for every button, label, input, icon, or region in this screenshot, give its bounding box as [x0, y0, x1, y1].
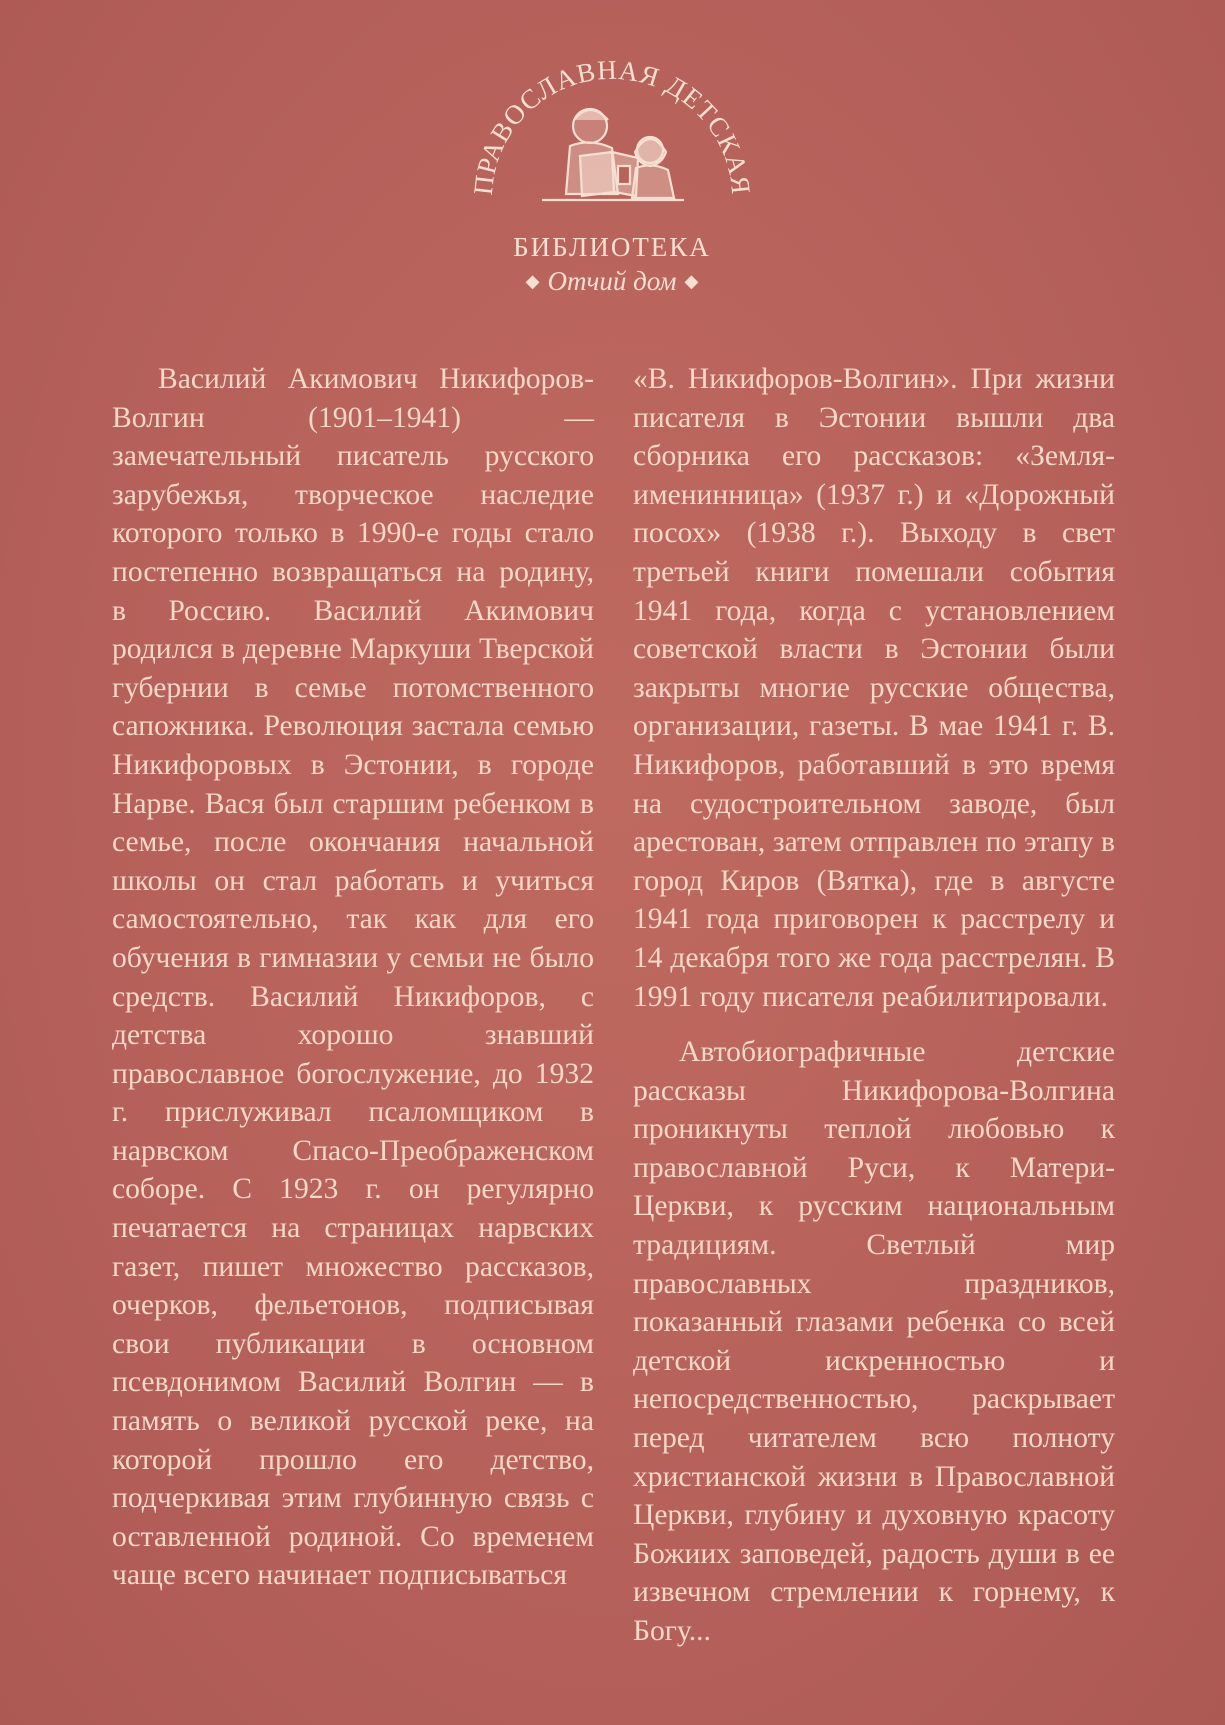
left-column: [112, 360, 594, 1595]
series-name: Отчий дом: [547, 266, 677, 296]
logo-library-label: БИБЛИОТЕКА: [513, 232, 711, 262]
stories-description-paragraph: Автобиографичные детские рассказы Никифорова-Волгина проникнуты теплой любовью к православной Руси, к Матери-Церкви, к русским национальным традициям. Светлый мир православных праздников, показанный глазами ребенка со всей детской искренностью и непосредственностью, раскрывает перед читателем всю полноту христианской жизни в Православной Церкви, глубину и духовную красоту Божиих заповедей, радость души в ее извечном стремлении к горнему, к Богу...: [633, 1036, 1115, 1647]
children-reading-book-icon: [542, 109, 684, 200]
series-logo: [462, 34, 762, 304]
logo-arc-text: ПРАВОСЛАВНАЯ ДЕТСКАЯ: [467, 54, 757, 197]
right-column: [633, 360, 1115, 1651]
biography-paragraph-continued: «В. Никифоров-Волгин». При жизни писателя в Эстонии вышли два сборника его рассказов: «Земля-именинница» (1937 г.) и «Дорожный посох» (1938 г.). Выходу в свет третьей книги помешали события 1941 года, когда с установлением советской власти в Эстонии были закрыты многие русские общества, организации, газеты. В мае 1941 г. В. Никифоров, работавший в это время на судостроительном заводе, был арестован, затем отправлен по этапу в город Киров (Вятка), где в августе 1941 года приговорен к расстрелу и 14 декабря того же года расстрелян. В 1991 году писателя реабилитировали.: [633, 363, 1115, 1013]
diamond-icon: ◆: [525, 271, 540, 291]
biography-paragraph-1: Василий Акимович Никифоров-Волгин (1901–1941) — замечательный писатель русского зарубежья, творческое наследие которого только в 1990-е годы стало постепенно возвращаться на родину, в Россию. Василий Акимович родился в деревне Маркуши Тверской губернии в семье потомственного сапожника. Революция застала семью Никифоровых в Эстонии, в городе Нарве. Вася был старшим ребенком в семье, после окончания начальной школы он стал работать и учиться самостоятельно, так как для его обучения в гимназии у семьи не было средств. Василий Никифоров, с детства хорошо знавший православное богослужение, до 1932 г. прислуживал псаломщиком в нарвском Спасо-Преображенском соборе. С 1923 г. он регулярно печатается на страницах нарвских газет, пишет множество рассказов, очерков, фельетонов, подписывая свои публикации в основном псевдонимом Василий Волгин — в память о великой русской реке, на которой прошло его детство, подчеркивая этим глубинную связь с оставленной родиной. Со временем чаще всего начинает подписываться: [112, 363, 594, 1592]
diamond-icon: ◆: [684, 271, 699, 291]
series-emblem: [462, 34, 762, 304]
logo-series-label: [462, 266, 762, 297]
